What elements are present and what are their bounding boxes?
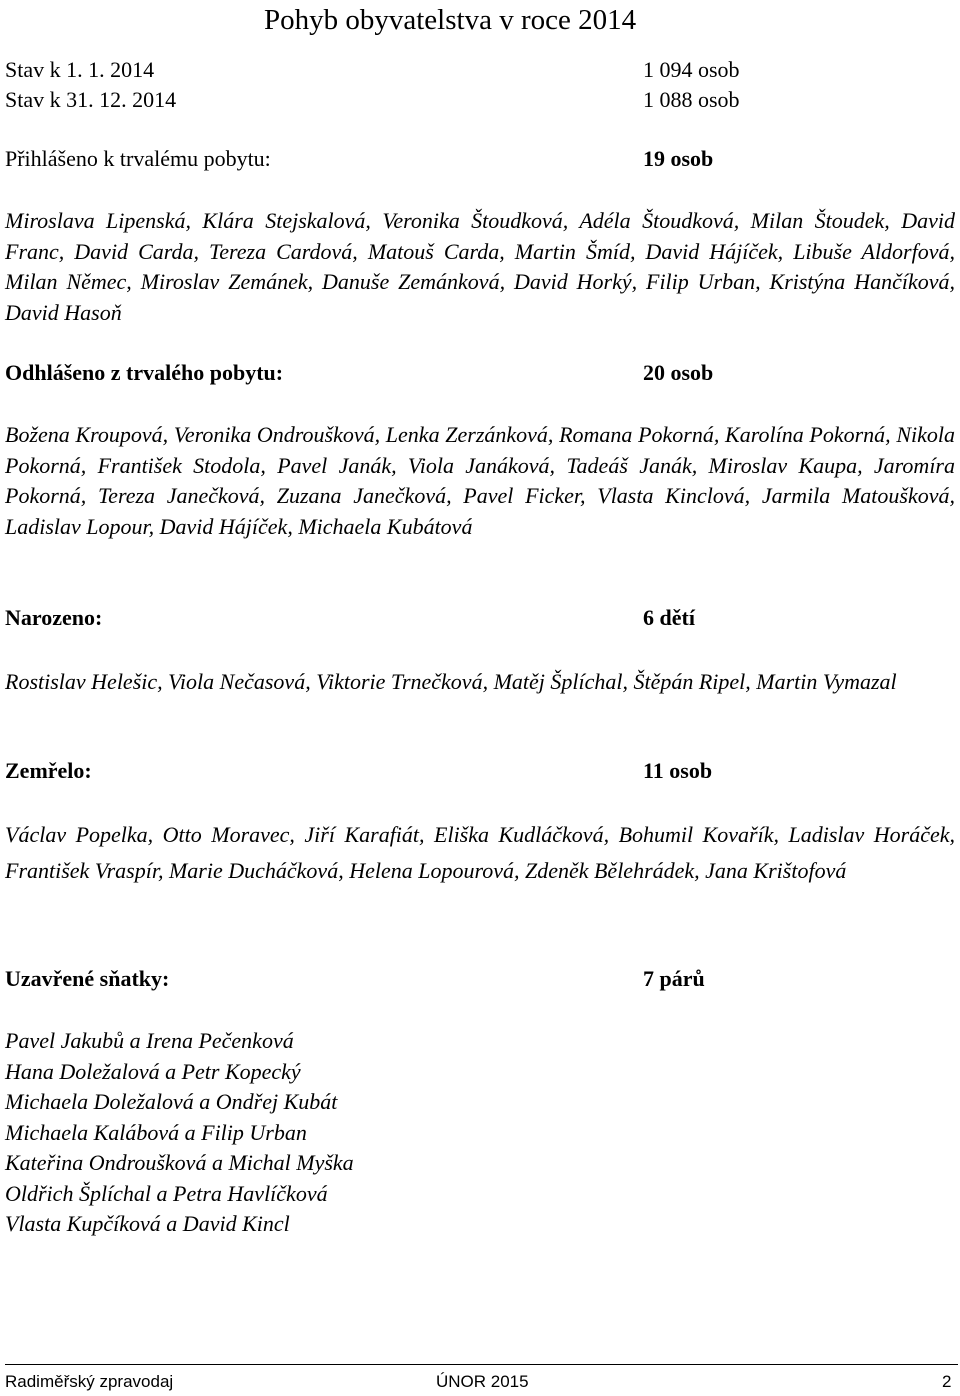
zemrelo-names-text: Václav Popelka, Otto Moravec, Jiří Karafiát, Eliška Kudláčková, Bohumil Kovařík, Ladislav Horáček, František Vraspír, Marie Ducháčková, Helena Lopourová, Zdeněk Bělehrádek, Jana Krištofová [5, 822, 955, 883]
odhlaseno-names-text: Božena Kroupová, Veronika Ondroušková, Lenka Zerzánková, Romana Pokorná, Karolína Pokorná, Nikola Pokorná, František Stodola, Pavel Janák, Viola Janáková, Tadeáš Janák, Miroslav Kaupa, Jaromíra Pokorná, Tereza Janečková, Zuzana Janečková, Pavel Ficker, Vlasta Kinclová, Jarmila Matoušková, Ladislav Lopour, David Hájíček, Michaela Kubátová [5, 422, 955, 539]
narozeno-names [5, 666, 955, 697]
footer-publication: Radiměřský zpravodaj [5, 1372, 174, 1391]
stav-end-label: Stav k 31. 12. 2014 [5, 87, 177, 112]
stav-end-value: 1 088 osob [643, 87, 740, 112]
prihlaseno-value: 19 osob [643, 146, 714, 171]
narozeno-label: Narozeno: [5, 605, 103, 630]
page-title: Pohyb obyvatelstva v roce 2014 [264, 4, 637, 36]
couple-item: Vlasta Kupčíková a David Kincl [5, 1211, 290, 1236]
footer-issue: ÚNOR 2015 [436, 1372, 529, 1391]
snatky-value: 7 párů [643, 966, 705, 991]
footer-divider [5, 1364, 958, 1365]
prihlaseno-names-text: Miroslava Lipenská, Klára Stejskalová, Veronika Štoudková, Adéla Štoudková, Milan Štoudek, David Franc, David Carda, Tereza Cardová, Matouš Carda, Martin Šmíd, David Hájíček, Libuše Aldorfová, Milan Němec, Miroslav Zemánek, Danuše Zemánková, David Horký, Filip Urban, Kristýna Hančíková, David Hasoň [5, 208, 955, 325]
odhlaseno-names [5, 420, 955, 542]
zemrelo-label: Zemřelo: [5, 758, 92, 783]
couple-item: Oldřich Šplíchal a Petra Havlíčková [5, 1180, 328, 1206]
couple-item: Kateřina Ondroušková a Michal Myška [5, 1150, 354, 1175]
narozeno-names-text: Rostislav Helešic, Viola Nečasová, Viktorie Trnečková, Matěj Šplíchal, Štěpán Ripel, Martin Vymazal [5, 669, 897, 694]
couple-item: Hana Doležalová a Petr Kopecký [5, 1058, 301, 1084]
prihlaseno-names [5, 206, 955, 328]
zemrelo-names [5, 817, 955, 889]
snatky-label: Uzavřené sňatky: [5, 966, 170, 991]
couple-item: Pavel Jakubů a Irena Pečenková [5, 1028, 294, 1053]
stav-start-value: 1 094 osob [643, 57, 740, 82]
couple-item: Michaela Doležalová a Ondřej Kubát [5, 1089, 338, 1114]
odhlaseno-value: 20 osob [643, 360, 714, 385]
narozeno-value: 6 dětí [643, 605, 695, 630]
zemrelo-value: 11 osob [643, 758, 713, 783]
footer-page-number: 2 [942, 1372, 952, 1391]
stav-start-label: Stav k 1. 1. 2014 [5, 57, 155, 82]
couple-item: Michaela Kalábová a Filip Urban [5, 1119, 307, 1145]
odhlaseno-label: Odhlášeno z trvalého pobytu: [5, 360, 284, 385]
snatky-list [5, 1026, 354, 1240]
prihlaseno-label: Přihlášeno k trvalému pobytu: [5, 146, 271, 171]
